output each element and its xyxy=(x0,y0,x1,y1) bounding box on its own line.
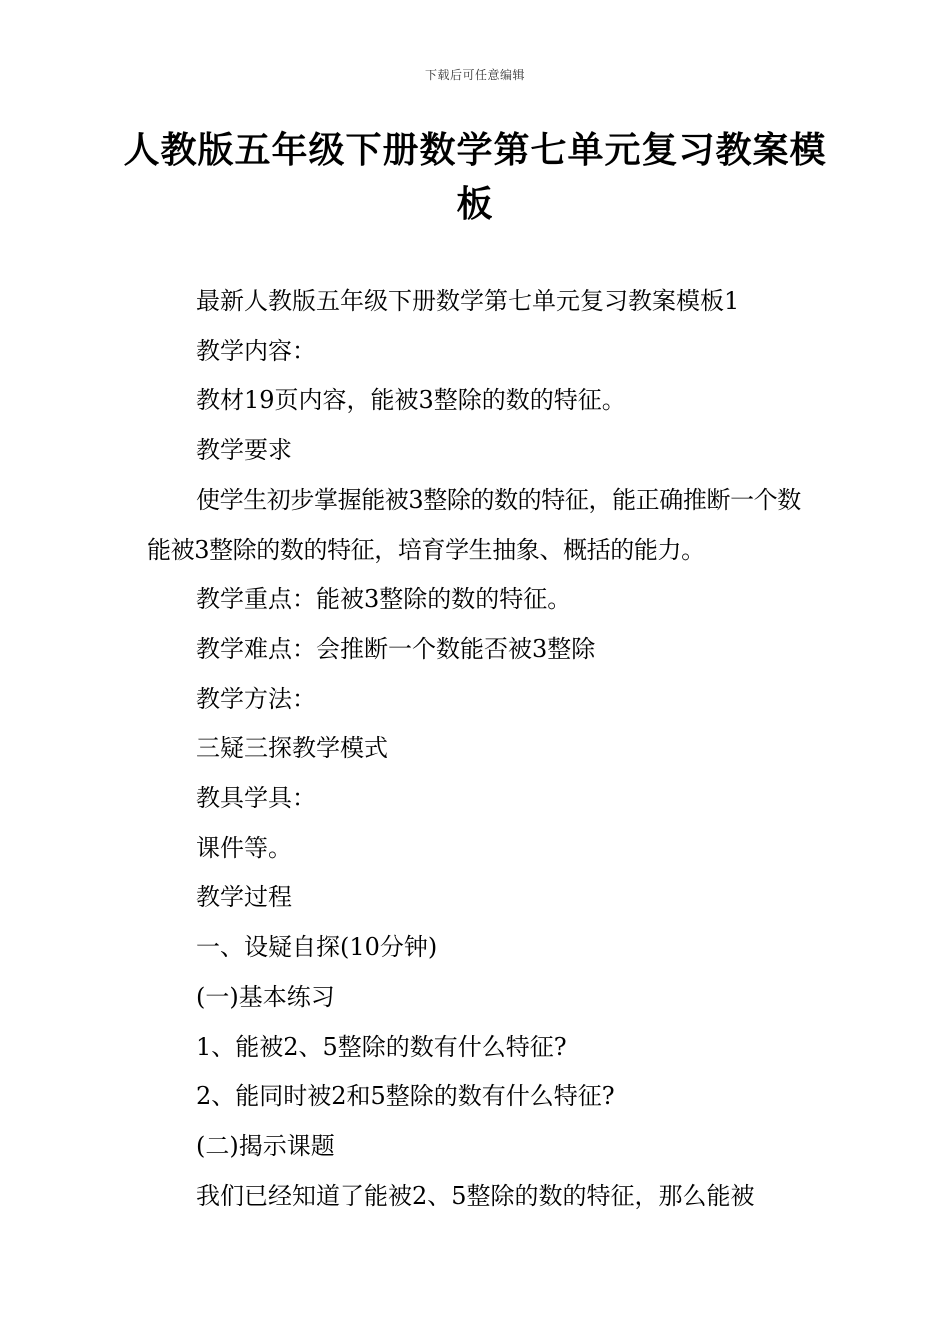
paragraph-teaching-content: 教材19页内容，能被3整除的数的特征。 xyxy=(196,386,626,415)
paragraph-intro-text: 我们已经知道了能被2、5整除的数的特征，那么能被 xyxy=(196,1181,755,1210)
paragraph-teaching-aids-label: 教具学具： xyxy=(196,784,316,813)
paragraph-teaching-method-label: 教学方法： xyxy=(196,684,316,713)
paragraph-difficult-point: 教学难点：会推断一个数能否被3整除 xyxy=(196,634,596,663)
paragraph-teaching-requirements: 使学生初步掌握能被3整除的数的特征，能正确推断一个数能被3整除的数的特征，培育学生抽象、概括的能力。 xyxy=(147,485,801,564)
paragraph-teaching-requirements-label: 教学要求 xyxy=(196,436,292,465)
paragraph-question-two: 2、能同时被2和5整除的数有什么特征? xyxy=(196,1082,615,1111)
paragraph-teaching-aids: 课件等。 xyxy=(196,833,292,862)
document-title: 人教版五年级下册数学第七单元复习教案模板 xyxy=(123,130,827,225)
paragraph-key-point: 教学重点：能被3整除的数的特征。 xyxy=(196,585,572,614)
paragraph-teaching-method: 三疑三探教学模式 xyxy=(196,734,388,763)
paragraph-teaching-process-label: 教学过程 xyxy=(196,883,292,912)
paragraph-teaching-content-label: 教学内容： xyxy=(196,336,316,365)
header-note: 下载后可任意编辑 xyxy=(424,68,525,82)
paragraph-reveal-topic: (二)揭示课题 xyxy=(196,1131,335,1160)
paragraph-question-one: 1、能被2、5整除的数有什么特征? xyxy=(196,1032,567,1061)
paragraph-section-one: 一、设疑自探(10分钟) xyxy=(196,933,438,962)
paragraph-subtitle: 最新人教版五年级下册数学第七单元复习教案模板1 xyxy=(196,287,740,315)
document-body xyxy=(147,277,813,1221)
paragraph-basic-practice: (一)基本练习 xyxy=(196,982,335,1011)
